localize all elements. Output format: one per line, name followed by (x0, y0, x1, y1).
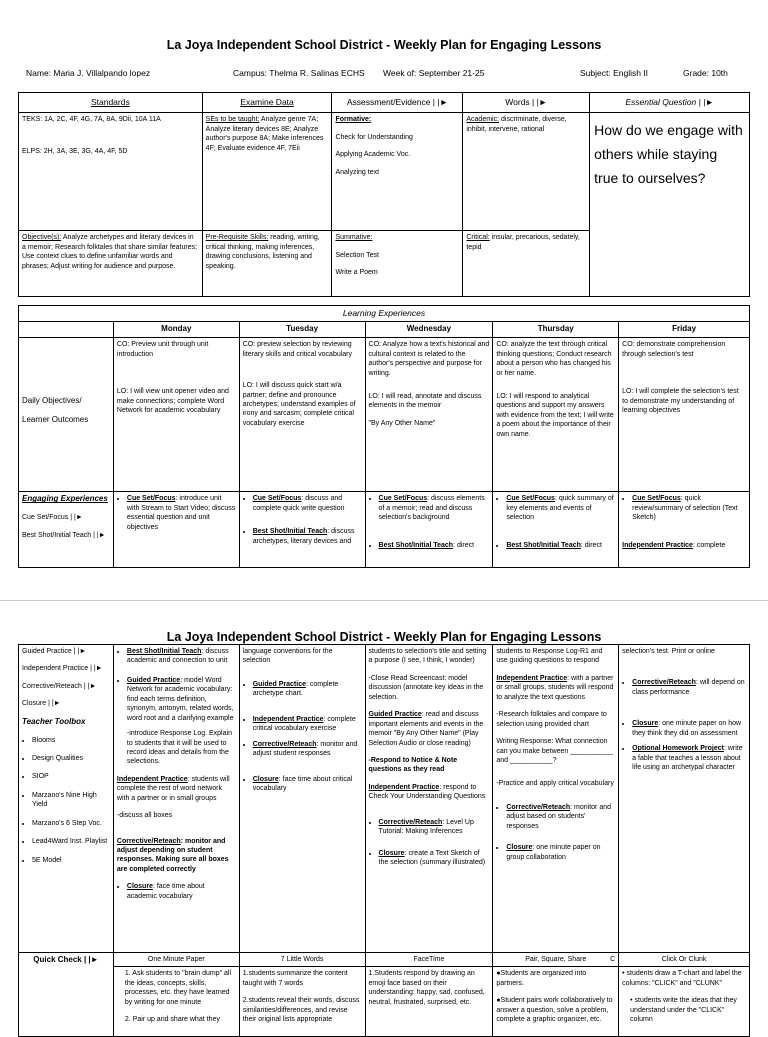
research: -Research folktales and compare to selection using provided chart (496, 711, 607, 728)
elps: ELPS: 2H, 3A, 3E, 3G, 4A, 4F, 5D (22, 147, 128, 155)
grade: Grade: 10th (683, 68, 728, 78)
learning-table (18, 305, 750, 568)
qc-monday (113, 967, 239, 1037)
standards-table (18, 92, 750, 297)
cl-text: : face time about academic vocabulary (126, 883, 205, 900)
cue-label: Cue Set/Focus (378, 495, 428, 503)
cue-set-label: Cue Set/Focus | |► (22, 514, 83, 522)
qc-title: Pair, Square, Share (525, 956, 587, 963)
qc-item: 1.Students respond by drawing an emoji face based on their understanding: happy, sad, confused, neutral, frustrated, surprised, etc. (368, 970, 485, 1006)
left-item: Guided Practice | |► (22, 648, 87, 655)
thursday-objectives (493, 338, 619, 492)
fri-top: selection's test. Print or online (622, 648, 715, 655)
cl-text: : one minute paper on how they think they did on assessment (632, 720, 742, 737)
daily-label-1: Daily Objectives/ (22, 395, 82, 405)
gp-text: : read and discuss important elements and events in the memoir "By Any Other Name" (Play Selection Audio or close reading) (368, 711, 484, 747)
qc-item: ●Students are organized into partners. (496, 970, 587, 987)
gp-label: Guided Practice (126, 676, 181, 684)
cl-label: Closure (378, 849, 405, 857)
cue-text: : introduce unit with Stream to Start Video; discuss essential question and unit objectives (126, 495, 236, 531)
wednesday-quote: "By Any Other Name" (368, 419, 436, 427)
ip-text: : with a partner or small groups, students will respond to analyze the text questions (496, 674, 614, 701)
essential-question: How do we engage with others while staying true to ourselves? (590, 113, 750, 297)
thursday-engaging (493, 492, 619, 568)
academic-label: Academic: (466, 116, 500, 124)
formative-cell (332, 113, 463, 231)
cl-label: Closure (506, 844, 533, 852)
tuesday-objectives (239, 338, 365, 492)
day-monday: Monday (113, 322, 239, 338)
wed-top: students to selection's title and setting a purpose (I see, I think, I wonder) (368, 648, 487, 665)
response-log: -introduce Response Log. Explain to students that it will be used to record ideas and details from the selections. (126, 730, 232, 766)
thursday-lo: LO: I will respond to analytical questions and support my answers with evidence from the text; I will write a poem about the importance of their own name. (496, 393, 614, 438)
qc-item: • students draw a T-chart and label the columns: "CLICK" and "CLUNK" (622, 970, 742, 987)
monday-continued (113, 645, 239, 953)
daily-objectives-label (19, 338, 114, 492)
cl-label: Closure (126, 883, 153, 891)
best-label: Best Shot/Initial Teach (126, 648, 202, 655)
teks: TEKS: 1A, 2C, 4F, 4G, 7A, 8A, 9Dii, 10A 11A (22, 116, 161, 124)
qc-title: One Minute Paper (113, 953, 239, 967)
formative-item: Analyzing text (335, 168, 380, 176)
friday-objectives (619, 338, 750, 492)
academic-cell (463, 113, 590, 231)
examine-data-header: Examine Data (202, 93, 332, 113)
wednesday-co: CO: Analyze how a text's historical and cultural context is related to the author's perspective and purpose for writing. (368, 341, 490, 377)
thursday-continued (493, 645, 619, 953)
ses-text: Analyze genre 7A; Analyze literary devices 8E; Analyze author's purpose 8A; Make inferences 4F; Evaluate evidence 4F, 7Eii (205, 116, 324, 152)
cr-label: Corrective/Reteach (632, 679, 696, 687)
ip-text: : students will complete the rest of word network with a partner or in small groups (116, 775, 230, 802)
engaging-label: Engaging Experiences (22, 494, 108, 504)
cr-label: Corrective/Reteach (378, 818, 443, 826)
best-text: : direct (580, 541, 602, 549)
summative-item: Selection Test (335, 251, 379, 259)
page-title: La Joya Independent School District - Weekly Plan for Engaging Lessons (166, 38, 602, 52)
tuesday-continued (239, 645, 365, 953)
best-text: : discuss archetypes, literary devices and (252, 528, 355, 545)
day-thursday: Thursday (493, 322, 619, 338)
page-two (0, 610, 768, 1024)
qc-item: ●Student pairs work collaboratively to answer a question, solve a problem, complete a graphic organizer, etc. (496, 997, 613, 1024)
friday-engaging (619, 492, 750, 568)
day-friday: Friday (619, 322, 750, 338)
friday-co: CO: demonstrate comprehension through selection's test (622, 341, 726, 358)
best-label: Best Shot/Initial Teach (506, 541, 581, 549)
best-label: Best Shot/Initial Teach (378, 541, 454, 549)
ip-label: Independent Practice (622, 541, 693, 549)
cr-text: : monitor and adjust student responses (252, 740, 358, 758)
cr-text: : monitor and adjust depending on student responses. Making sure all boxes are completed correctly (116, 837, 229, 873)
cl-text: : one minute paper on group collaboration (506, 844, 601, 861)
gp-label: Guided Practice (368, 711, 422, 719)
formative-item: Applying Academic Voc. (335, 151, 411, 159)
engaging-label-cell (19, 492, 114, 568)
cr-text: : Level Up Tutorial: Making Inferences (378, 818, 474, 836)
monday-lo: LO: I will view unit opener video and make connections; complete Word Network for academic vocabulary (116, 388, 229, 415)
day-wednesday: Wednesday (365, 322, 493, 338)
academic-text: discriminate, diverse, inhibit, intervene, rational (466, 116, 567, 133)
cl-text: : create a Text Sketch of the selection (summary illustrated) (378, 849, 486, 866)
thursday-co: CO: analyze the text through critical thinking questions; Conduct research about a person who has changed his or her name. (496, 341, 612, 377)
ip-text: : complete (692, 541, 726, 549)
qc-item: 1.students summarize the content taught with 7 words (242, 970, 348, 987)
words-header: Words | |► (463, 93, 590, 113)
toolbox-item: • Lead4Ward Inst. Playlist (32, 837, 110, 846)
qc-thursday (493, 967, 619, 1037)
ip-label: Independent Practice (252, 715, 324, 723)
cue-text: : quick review/summary of selection (Text Sketch) (632, 495, 738, 522)
ip-label: Independent Practice (116, 775, 188, 783)
best-shot-label: Best Shot/Initial Teach | |► (22, 531, 106, 539)
cue-label: Cue Set/Focus (506, 495, 555, 503)
ip-text: : respond to Check Your Understanding Questions (368, 783, 486, 801)
left-item: Independent Practice | |► (22, 665, 103, 673)
tue-top: language conventions for the selection (242, 648, 333, 665)
corner-cell (19, 322, 114, 338)
tuesday-co: CO: preview selection by reviewing literary skills and critical vocabulary (242, 341, 353, 358)
qc-wednesday (365, 967, 493, 1037)
ses-label: SEs to be taught: (205, 116, 260, 124)
best-text: : direct (453, 541, 475, 549)
hp-text: : write a fable that teaches a lesson about life using an archetypal character (632, 745, 743, 772)
tuesday-lo: LO: I will discuss quick start w/a partner; define and pronounce archetypes; understand examples of irony and sarcasm; complete critical vocabulary exercise (242, 382, 356, 427)
toolbox-item: • Blooms (32, 736, 110, 745)
subject: Subject: English II (580, 68, 649, 78)
notice-note: -Respond to Notice & Note questions as they read (368, 756, 458, 774)
gp-label: Guided Practice (252, 680, 306, 688)
qc-title: FaceTime (365, 953, 493, 967)
cue-label: Cue Set/Focus (252, 495, 302, 503)
qc-item: • students write the ideas that they understand under the "CLICK" column (630, 997, 737, 1024)
best-label: Best Shot/Initial Teach (252, 528, 328, 536)
daily-label-2: Learner Outcomes (22, 414, 89, 424)
prereq-cell (202, 231, 332, 297)
quick-check-label: Quick Check | |► (19, 953, 114, 1037)
toolbox-item: • SIOP (32, 772, 110, 781)
objective-text: Analyze archetypes and literary devices in a memoir; Research folktales that share similar features; Use context clues to define unfamiliar words and phrases; Adjust writing for audience and purpose. (22, 234, 198, 270)
learning-experiences-header: Learning Experiences (19, 306, 750, 322)
teacher-name: Name: Maria J. Villalpando lopez (26, 68, 151, 78)
qc-item: 2. Pair up and share what they (124, 1016, 220, 1024)
ip-label: Independent Practice (368, 783, 440, 791)
best-text: : discuss academic and connection to unit (126, 648, 229, 665)
gp-text: : complete archetype chart. (252, 680, 339, 698)
page-title: La Joya Independent School District - Weekly Plan for Engaging Lessons (166, 630, 602, 644)
wednesday-objectives (365, 338, 493, 492)
cr-label: Corrective/Reteach (506, 803, 571, 811)
wednesday-lo: LO: I will read, annotate and discuss elements in the memoir (368, 393, 482, 410)
critical-cell (463, 231, 590, 297)
left-item: Closure | |► (22, 700, 61, 708)
prereq-label: Pre-Requisite Skills: (205, 234, 269, 242)
standards-header: Standards (19, 93, 203, 113)
objective-label: Objective(s): (22, 234, 62, 242)
summative-item: Write a Poem (335, 269, 378, 277)
friday-continued (619, 645, 750, 953)
close-read: -Close Read Screencast: model discussion (annotate key ideas in the selection. (368, 674, 484, 701)
standards-cell (19, 113, 203, 231)
formative-item: Check for Understanding (335, 133, 413, 141)
qc-title: 7 Little Words (239, 953, 365, 967)
week: Week of: September 21-25 (383, 68, 485, 78)
gp-text: : model Word Network for academic vocabulary: find each terms definition, synonym, antonym, related words, word root and a clarifying example (126, 676, 234, 722)
thu-top: students to Response Log-R1 and use guiding questions to respond (496, 648, 603, 665)
ip-label: Independent Practice (496, 674, 568, 682)
cr-text: : monitor and adjust based on students' responses (506, 803, 611, 830)
prereq-text: reading, writing, critical thinking, making inferences, drawing conclusions, listening and speaking. (205, 234, 320, 270)
writing-response: Writing Response: What connection can you make between ___________ and ___________? (496, 738, 614, 764)
cl-label: Closure (252, 775, 279, 783)
toolbox-item: • Design Qualities (32, 754, 110, 763)
practice: -Practice and apply critical vocabulary (496, 780, 614, 788)
toolbox-label: Teacher Toolbox (22, 716, 86, 726)
ip-text: : complete critical vocabulary exercise (252, 715, 356, 733)
qc-item: 1. Ask students to "brain dump" all the ideas, concepts, skills, processes, etc. they have learned by writing for one minute (124, 970, 232, 1006)
qc-friday (619, 967, 750, 1037)
monday-co: CO: Preview unit through unit introduction (116, 341, 209, 358)
qc-title: Click Or Clunk (619, 953, 750, 967)
continued-table (18, 644, 750, 1037)
monday-objectives (113, 338, 239, 492)
campus: Campus: Thelma R. Salinas ECHS (233, 68, 365, 78)
wednesday-continued (365, 645, 493, 953)
cr-label: Corrective/Reteach (116, 837, 181, 845)
left-item: Corrective/Reteach | |► (22, 682, 97, 690)
assessment-header: Assessment/Evidence | |► (332, 93, 463, 113)
cl-label: Closure (632, 720, 659, 728)
ses-cell (202, 113, 332, 231)
hp-label: Optional Homework Project (632, 745, 724, 753)
qc-title-cell (493, 953, 619, 967)
discuss-boxes: -discuss all boxes (116, 812, 173, 820)
cue-text: : discuss elements of a memoir; read and discuss selection's background (378, 495, 485, 522)
qc-item: 2.students reveal their words, discuss similarities/differences, and revise their original lists appropriate (242, 997, 360, 1024)
toolbox-item: • Marzano's Nine High Yield (32, 791, 110, 810)
cue-label: Cue Set/Focus (126, 495, 176, 503)
cr-label: Corrective/Reteach (252, 740, 317, 748)
cue-label: Cue Set/Focus (632, 495, 681, 503)
cue-text: : quick summary of key elements and events of selection (506, 495, 614, 522)
cue-text: : discuss and complete quick write question (252, 495, 345, 512)
monday-engaging (113, 492, 239, 568)
cl-text: : face time about critical vocabulary (252, 775, 353, 792)
cr-text: : will depend on class performance (632, 679, 745, 696)
summative-label: Summative: (335, 234, 373, 242)
qc-c: C (610, 956, 616, 963)
critical-label: Critical: (466, 234, 490, 242)
objective-cell (19, 231, 203, 297)
toolbox-item: • 5E Model (32, 856, 110, 865)
wednesday-engaging (365, 492, 493, 568)
critical-text: insular, precarious, sedately, tepid (466, 234, 580, 251)
essential-question-header: Essential Question | |► (590, 93, 750, 113)
summative-cell (332, 231, 463, 297)
qc-tuesday (239, 967, 365, 1037)
formative-label: Formative: (335, 116, 372, 124)
tuesday-engaging (239, 492, 365, 568)
day-tuesday: Tuesday (239, 322, 365, 338)
friday-lo: LO: I will complete the selection's test to demonstrate my understanding of learning objectives (622, 388, 739, 415)
toolbox-item: • Marzano's 6 Step Voc. (32, 819, 110, 828)
left-labels (19, 645, 114, 953)
